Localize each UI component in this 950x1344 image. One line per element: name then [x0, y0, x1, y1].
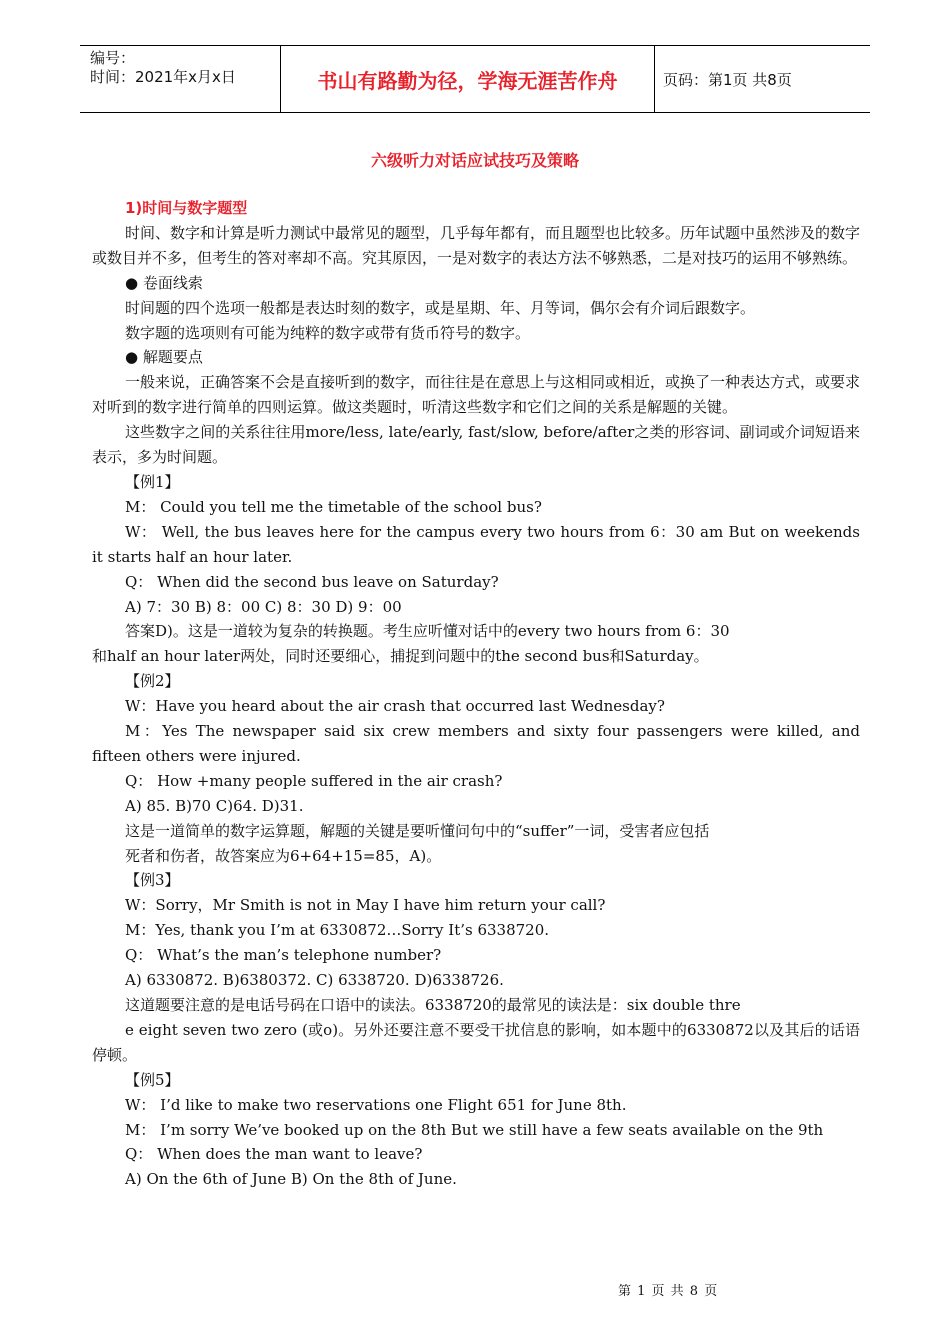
example-label: 【例1】: [125, 472, 180, 491]
question-line: Q： How +many people suffered in the air crash?: [125, 771, 503, 790]
explanation: 这道题要注意的是电话号码在口语中的读法。6338720的最常见的读法是：six double thre: [125, 996, 741, 1014]
paragraph: 这些数字之间的关系往往用more/less, late/early, fast/slow, before/after之类的形容词、副词或介词短语来表示，多为时间题。: [92, 423, 860, 467]
bullet-heading: ● 解题要点: [125, 348, 203, 367]
dialogue-line: M： I’m sorry We’ve booked up on the 8th But we still have a few seats available on the 9th: [125, 1120, 824, 1139]
question-line: Q： What’s the man’s telephone number?: [125, 946, 442, 965]
explanation: 和half an hour later两处，同时还要细心，捕捉到问题中的the second bus和Saturday。: [92, 647, 709, 666]
question-line: Q： When does the man want to leave?: [125, 1145, 423, 1164]
header-page-info: 页码：第1页 共8页: [663, 70, 792, 89]
example-label: 【例2】: [125, 672, 180, 691]
answer-options: A) 7：30 B) 8：00 C) 8：30 D) 9：00: [125, 597, 402, 616]
page-header: [80, 45, 870, 113]
paragraph: 数字题的选项则有可能为纯粹的数字或带有货币符号的数字。: [125, 323, 531, 342]
example-label: 【例3】: [125, 871, 180, 890]
header-motto: 书山有路勤为径，学海无涯苦作舟: [281, 46, 655, 112]
page-footer: 第 1 页 共 8 页: [618, 1284, 719, 1299]
document-body: [92, 196, 860, 1192]
document-number-label: 编号：: [90, 49, 136, 67]
dialogue-line: M：Yes The newspaper said six crew members and sixty four passengers were killed, and fifteen others were injured.: [92, 722, 860, 765]
document-date: 时间：2021年x月x日: [90, 68, 236, 86]
bullet-heading: ● 卷面线索: [125, 273, 203, 292]
example-label: 【例5】: [125, 1070, 180, 1089]
answer-options: A) 85. B)70 C)64. D)31.: [125, 796, 304, 815]
header-meta: [80, 46, 281, 112]
dialogue-line: W： I’d like to make two reservations one Flight 651 for June 8th.: [125, 1095, 627, 1114]
dialogue-line: W：Have you heard about the air crash that occurred last Wednesday?: [125, 697, 665, 716]
answer-options: A) On the 6th of June B) On the 8th of June.: [125, 1170, 457, 1189]
explanation: e eight seven two zero (或o)。另外还要注意不要受干扰信息的影响，如本题中的6330872以及其后的话语停顿。: [92, 1020, 860, 1064]
explanation: 答案D)。这是一道较为复杂的转换题。考生应听懂对话中的every two hours from 6：30: [125, 622, 730, 641]
paragraph: 一般来说，正确答案不会是直接听到的数字，而往往是在意思上与这相同或相近，或换了一种表达方式，或要求对听到的数字进行简单的四则运算。做这类题时，听清这些数字和它们之间的关系是解题的关键。: [92, 373, 861, 417]
question-line: Q： When did the second bus leave on Saturday?: [125, 572, 499, 591]
section-heading: 1)时间与数字题型: [125, 199, 248, 217]
explanation: 死者和伤者，故答案应为6+64+15=85，A)。: [125, 846, 442, 865]
dialogue-line: M： Could you tell me the timetable of the school bus?: [125, 497, 542, 516]
dialogue-line: W：Sorry，Mr Smith is not in May I have him return your call?: [125, 896, 606, 915]
document-title: 六级听力对话应试技巧及策略: [370, 151, 579, 170]
dialogue-line: M：Yes, thank you I’m at 6330872…Sorry It’s 6338720.: [125, 921, 550, 940]
paragraph: 时间题的四个选项一般都是表达时刻的数字，或是星期、年、月等词，偶尔会有介词后跟数字。: [125, 298, 756, 317]
dialogue-line: W： Well, the bus leaves here for the campus every two hours from 6：30 am But on weekends it starts half an hour later.: [92, 522, 860, 566]
paragraph: 时间、数字和计算是听力测试中最常见的题型，几乎每年都有，而且题型也比较多。历年试题中虽然涉及的数字或数目并不多，但考生的答对率却不高。究其原因，一是对数字的表达方法不够熟悉，二是对技巧的运用不够熟练。: [92, 223, 861, 267]
answer-options: A) 6330872. B)6380372. C) 6338720. D)6338726.: [125, 971, 504, 990]
explanation: 这是一道简单的数字运算题，解题的关键是要听懂问句中的“suffer”一词，受害者应包括: [125, 821, 710, 840]
